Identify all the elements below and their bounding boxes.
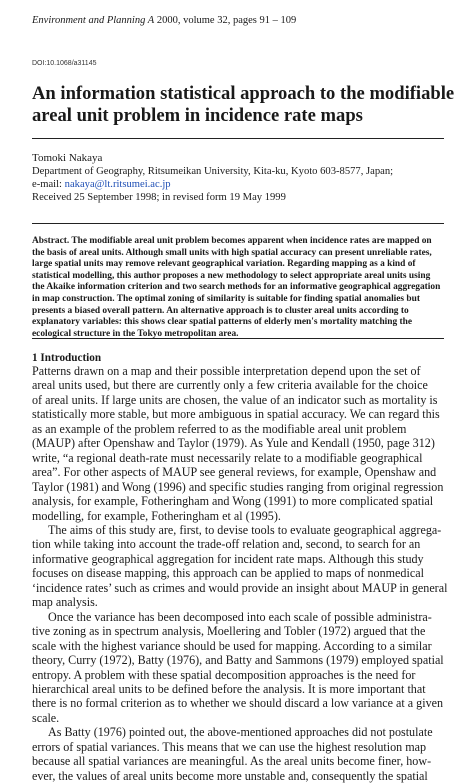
body-line: as an example of the problem referred to as the modifiable areal unit problem: [32, 421, 407, 436]
body-line: hierarchical areal units to be defined before the analysis. It is more important that: [32, 681, 426, 696]
body-line: area”. For other aspects of MAUP see general reviews, for example, Openshaw and: [32, 465, 437, 480]
abstract-line: the basis of areal units. Although small units with high spatial accuracy can present unreliable rates,: [32, 247, 432, 258]
body-line: of areal units. If large units are chosen, the value of an indicator such as mortality is: [32, 392, 438, 407]
body-line: statistically more stable, but more ambiguous in spatial accuracy. We can regard this: [32, 407, 440, 422]
body-line: ‘incidence rates’ such as crimes and would provide an insight about MAUP in general: [32, 580, 448, 595]
paper-title: [32, 83, 455, 127]
abstract-line: [32, 236, 444, 248]
body-line: entropy. A problem with these spatial decomposition approaches is the need for: [32, 667, 416, 682]
author-name: Tomoki Nakaya: [32, 152, 103, 164]
body-line: analysis, for example, Fotheringham and Wong (1991) to more complicated spatial: [32, 494, 434, 509]
affiliation-block: [32, 165, 444, 204]
journal-name: Environment and Planning A: [32, 15, 155, 26]
journal-citation: [32, 15, 296, 26]
body-text: [32, 364, 448, 783]
divider-abstract-bottom: [32, 338, 444, 339]
body-line: tion while taking into account the trade-off relation and, second, to search for an: [32, 537, 421, 552]
body-line: map analysis.: [32, 595, 98, 610]
body-line: there is no formal criterion as to whether we should discard a low variance at a given: [32, 696, 444, 711]
body-line: ever, the values of areal units become more unstable and, consequently the spatial: [32, 768, 428, 783]
abstract-line: in map construction. The optimal zoning of similarity is suitable for finding spatial anomalies but: [32, 293, 420, 304]
body-line: Taylor (1981) and Wong (1996) and specific studies ranging from original regression: [32, 479, 444, 494]
body-line: errors of spatial variances. This means that we can use the highest resolution map: [32, 739, 427, 754]
doi: DOI:10.1068/a31145: [32, 60, 97, 67]
email-label: e-mail:: [32, 179, 65, 190]
abstract-line: large spatial units may remove relevant geographical variation. Regarding mapping as a kind of: [32, 259, 416, 270]
abstract-line: explanatory variables: this shows clear spatial patterns of elderly men's mortality matching the: [32, 317, 413, 328]
body-line: As Batty (1976) pointed out, the above-mentioned approaches did not postulate: [48, 725, 433, 740]
abstract-first-line: The modifiable areal unit problem becomes apparent when incidence rates are mapped on: [69, 236, 432, 246]
body-line: tive zoning as in spectrum analysis, Moellering and Tobler (1972) argued that the: [32, 624, 426, 639]
title-line: An information statistical approach to the modifiable: [32, 83, 455, 104]
body-line: informative geographical aggregation for incident rate maps. Although this study: [32, 551, 424, 566]
body-line: scale.: [32, 710, 60, 725]
body-line: because all spatial variances are meaningful. As the areal units become finer, how-: [32, 754, 432, 769]
abstract: [32, 236, 444, 340]
abstract-line: ecological structure in the Tokyo metropolitan area.: [32, 328, 239, 339]
body-line: The aims of this study are, first, to devise tools to evaluate geographical aggrega-: [48, 522, 442, 537]
section-heading: 1 Introduction: [32, 352, 102, 364]
abstract-line: the Akaike information criterion and two search methods for an informative geographical aggregation: [32, 282, 441, 293]
title-line: areal unit problem in incidence rate maps: [32, 105, 363, 126]
body-line: (MAUP) after Openshaw and Taylor (1979). As Yule and Kendall (1950, page 312): [32, 436, 435, 451]
abstract-label: Abstract.: [32, 236, 70, 246]
affiliation-line: Department of Geography, Ritsumeikan University, Kita-ku, Kyoto 603-8577, Japan;: [32, 166, 394, 177]
body-line: Patterns drawn on a map and their possible interpretation depend upon the set of: [32, 364, 421, 378]
email-line: [32, 178, 444, 191]
divider-top: [32, 138, 444, 139]
body-line: Once the variance has been decomposed into each scale of possible administra-: [48, 609, 432, 624]
abstract-line: presents a biased overall pattern. An alternative approach is to cluster areal units according to: [32, 305, 409, 316]
body-line: areal units used, but there are currently only a few criteria available for the choice: [32, 378, 428, 393]
body-line: scale with the highest variance should be used for mapping. According to a similar: [32, 638, 432, 653]
body-line: modelling, for example, Fotheringham et al (1995).: [32, 508, 281, 523]
body-line: theory, Curry (1972), Batty (1976), and Batty and Sammons (1979) employed spatial: [32, 653, 444, 668]
body-line: write, “a regional death-rate must necessarily relate to a modifiable geographical: [32, 450, 423, 465]
journal-volume-pages: 2000, volume 32, pages 91 – 109: [154, 15, 297, 26]
received-date: Received 25 September 1998; in revised form 19 May 1999: [32, 192, 286, 203]
abstract-line: statistical modelling, this author proposes a new methodology to select appropriate areal units using: [32, 270, 431, 281]
divider-abstract-top: [32, 223, 444, 224]
body-line: focuses on disease mapping, this approach can be applied to maps of nonmedical: [32, 566, 424, 581]
email-link[interactable]: nakaya@lt.ritsumei.ac.jp: [64, 179, 171, 190]
